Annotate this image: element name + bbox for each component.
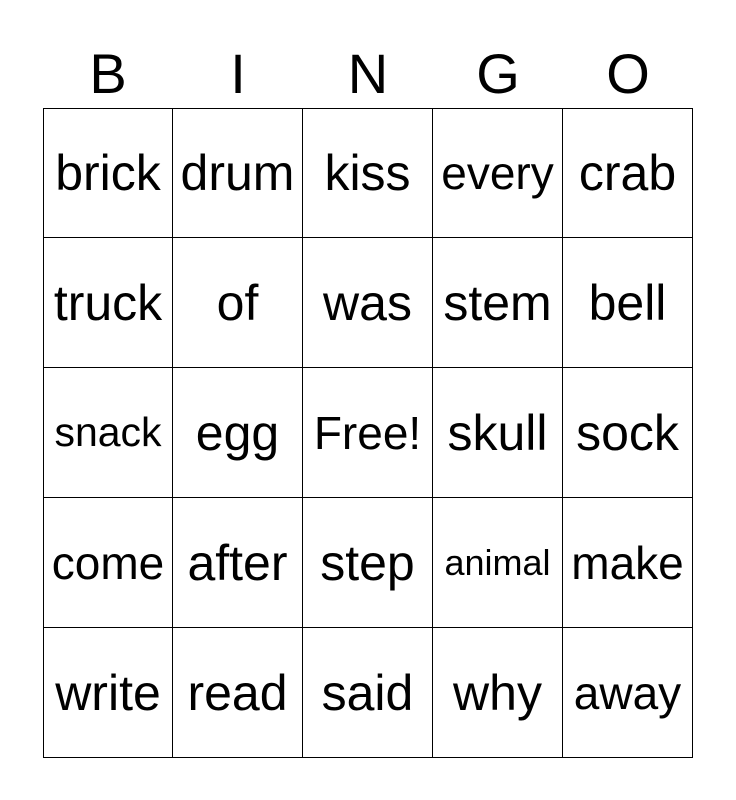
bingo-cell[interactable]: kiss xyxy=(303,108,433,238)
bingo-cell[interactable]: why xyxy=(433,628,563,758)
bingo-cell[interactable]: crab xyxy=(563,108,693,238)
bingo-cell[interactable]: read xyxy=(173,628,303,758)
bingo-cell[interactable]: animal xyxy=(433,498,563,628)
header-letter-b: B xyxy=(89,42,127,105)
bingo-cell[interactable]: sock xyxy=(563,368,693,498)
header-letter-g: G xyxy=(476,42,520,105)
bingo-cell[interactable]: egg xyxy=(173,368,303,498)
bingo-cell[interactable]: bell xyxy=(563,238,693,368)
bingo-header xyxy=(43,40,693,108)
bingo-cell[interactable]: away xyxy=(563,628,693,758)
bingo-cell[interactable]: write xyxy=(43,628,173,758)
bingo-cell[interactable]: truck xyxy=(43,238,173,368)
bingo-grid xyxy=(43,108,693,758)
bingo-cell[interactable]: after xyxy=(173,498,303,628)
bingo-cell[interactable]: stem xyxy=(433,238,563,368)
bingo-cell[interactable]: snack xyxy=(43,368,173,498)
bingo-cell[interactable]: said xyxy=(303,628,433,758)
bingo-cell[interactable]: make xyxy=(563,498,693,628)
bingo-cell[interactable]: come xyxy=(43,498,173,628)
bingo-cell[interactable]: step xyxy=(303,498,433,628)
free-space-cell[interactable]: Free! xyxy=(303,368,433,498)
header-letter-o: O xyxy=(606,42,650,105)
bingo-cell[interactable]: brick xyxy=(43,108,173,238)
bingo-cell[interactable]: every xyxy=(433,108,563,238)
bingo-cell[interactable]: was xyxy=(303,238,433,368)
bingo-cell[interactable]: of xyxy=(173,238,303,368)
bingo-cell[interactable]: skull xyxy=(433,368,563,498)
header-letter-i: I xyxy=(230,42,246,105)
bingo-cell[interactable]: drum xyxy=(173,108,303,238)
header-letter-n: N xyxy=(347,42,389,105)
